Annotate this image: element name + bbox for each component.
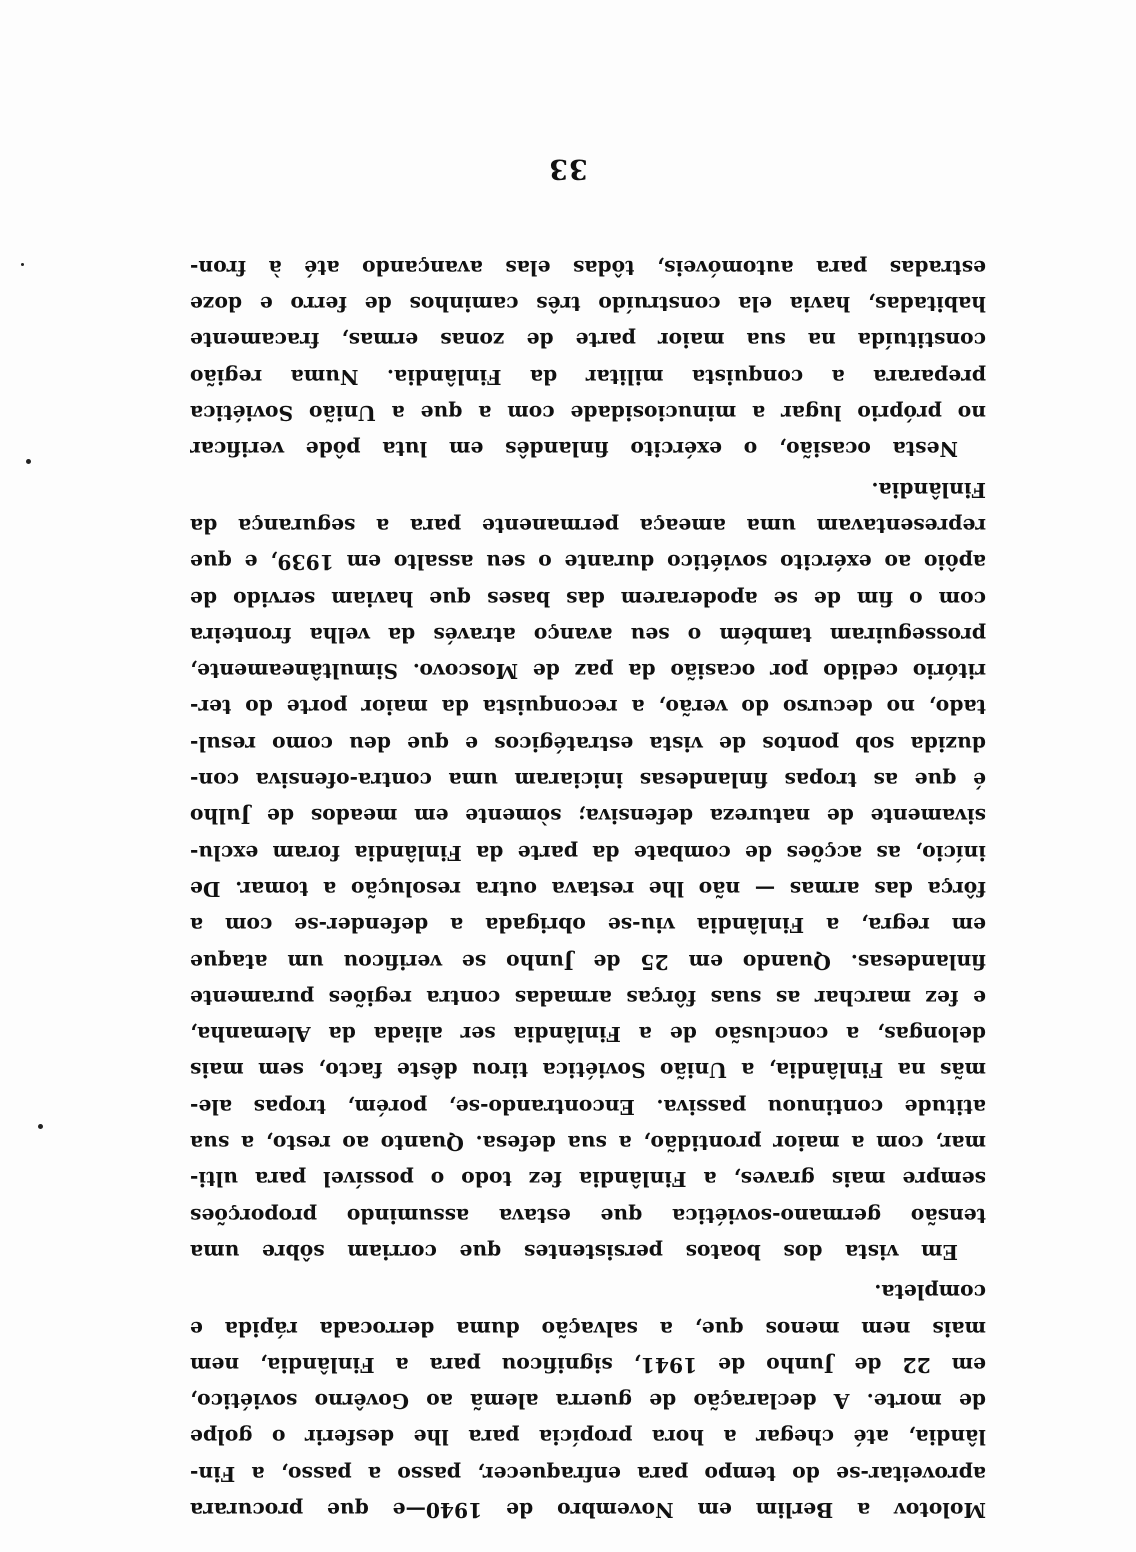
text-line: em regra, a Finlândia viu-se obrigada a defender-se com a — [190, 913, 986, 938]
text-line: ritório cedido por ocasião da paz de Moscovo. Simultâneamente, — [190, 659, 986, 684]
scan-speck — [38, 1124, 43, 1129]
text-line: de morte. A declaração de guerra alemã ao Govêrno soviético, — [190, 1389, 986, 1414]
text-line: em 22 de Junho de 1941, significou para a Finlândia, nem — [190, 1352, 986, 1377]
text-line: duzida sob pontos de vista estratégicos e que deu como resul- — [190, 731, 986, 756]
text-line: mar, com a maior prontidão, a sua defesa. Quanto ao resto, a sua — [190, 1131, 986, 1156]
text-line: completa. — [874, 1280, 986, 1305]
text-line: Em vista dos boatos persistentes que corriam sôbre uma — [190, 1239, 958, 1264]
text-line: apôio ao exército soviético durante o seu assalto em 1939, e que — [190, 550, 986, 575]
text-line: e fez marchar as suas fôrças armadas contra regiões puramente — [190, 985, 986, 1010]
paragraph-2 — [190, 471, 986, 1270]
text-line: no próprio lugar a minuciosidade com a que a União Soviética — [190, 401, 986, 426]
scan-speck — [26, 459, 31, 464]
text-line: delongas, a conclusão de a Finlândia ser aliada da Alemanha, — [190, 1022, 986, 1047]
text-line: estradas para automóveis, tôdas elas avançando até à fron- — [190, 255, 986, 280]
text-line: Molotov a Berlim em Novembro de 1940—e que procurara — [190, 1498, 986, 1522]
text-line: mais nem menos que, a salvação duma derrocada rápida e — [190, 1316, 986, 1341]
text-line: tado, no decurso do verão, a reconquista da maior porte do ter- — [190, 695, 986, 720]
text-line: preparara a conquista militar da Finlândia. Numa região — [190, 364, 986, 389]
text-line: aproveitar-se do tempo para enfraquecer, passo a passo, a Fin- — [190, 1461, 986, 1486]
text-line: finlandesas. Quando em 25 de Junho se verificou um ataque — [190, 949, 986, 974]
text-line: mãs na Finlândia, a União Soviética tirou dêste facto, sem mais — [190, 1058, 986, 1083]
text-line: é que as tropas finlandesas iniciaram uma contra-ofensiva con- — [190, 768, 986, 793]
text-line: fôrça das armas — não lhe restava outra resolução a tomar. De — [190, 876, 986, 901]
text-line: representavam uma ameaça permanente para a segurança da — [190, 513, 986, 538]
body-text — [190, 250, 986, 1528]
text-line: habitadas, havia ela construído três caminhos de ferro e doze — [190, 292, 986, 317]
scan-speck — [21, 263, 24, 266]
paragraph-1 — [190, 1274, 986, 1528]
text-line: sempre mais graves, a Finlândia fez todo o possível para ulti- — [190, 1167, 986, 1192]
text-line: prosseguiram também o seu avanço através da velha fronteira — [190, 622, 986, 647]
page-number: 33 — [548, 153, 588, 184]
paragraph-3 — [190, 250, 986, 468]
text-line: constituída na sua maior parte de zonas ermas, fracamente — [190, 328, 986, 353]
text-line: Nesta ocasião, o exército finlandês em luta pôde verificar — [190, 437, 958, 462]
text-line: atitude continuou passiva. Encontrando-se, porém, tropas ale- — [190, 1094, 986, 1119]
text-line: sivamente de natureza defensiva; sòmente em meados de Julho — [190, 804, 986, 829]
text-line: Finlândia. — [871, 477, 986, 502]
text-line: tensão germano-soviética que estava assumindo proporções — [190, 1203, 986, 1228]
text-line: lândia, até chegar a hora propícia para lhe desferir o golpe — [190, 1425, 986, 1450]
text-line: início, as acções de combate da parte da Finlândia foram exclu- — [190, 840, 986, 865]
text-line: com o fim de se apoderarem das bases que haviam servido de — [190, 586, 986, 611]
